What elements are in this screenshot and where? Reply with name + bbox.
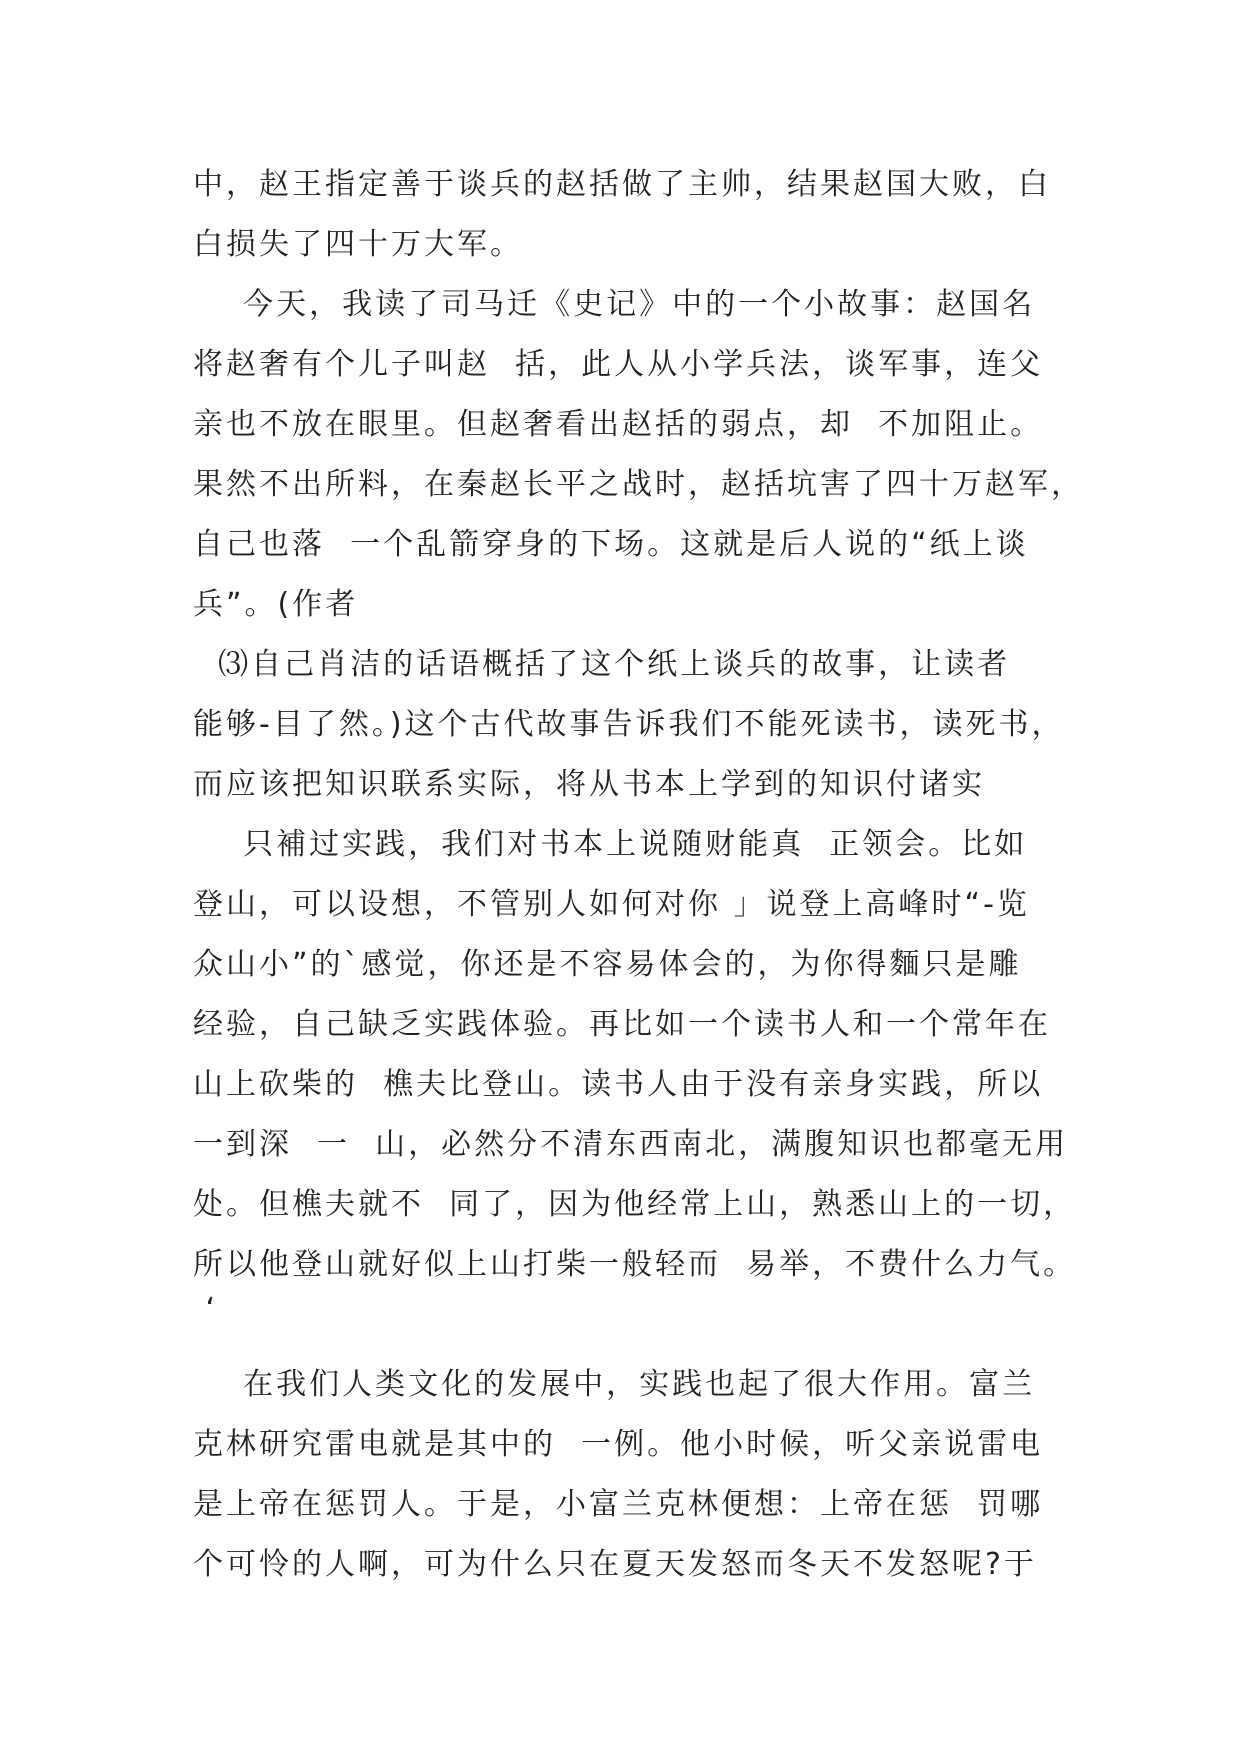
text-line: 在我们人类文化的发展中，实践也起了很大作用。富兰 <box>193 1367 1036 1402</box>
text-line: 亲也不放在眼里。但赵奢看出赵括的弱点，却 不加阻止。 <box>193 407 1044 442</box>
text-line: 白损失了四十万大军。 <box>193 227 523 262</box>
text-line: 所以他登山就好似上山打柴一般轻而 易举，不费什么力气。 <box>193 1247 1077 1282</box>
text-line: 是上帝在惩罚人。于是，小富兰克林便想：上帝在惩 罚哪 <box>193 1487 1044 1522</box>
text-line: 一到深 一 山，必然分不清东西南北，满腹知识也都毫无用 <box>193 1127 1069 1162</box>
text-line: 中，赵王指定善于谈兵的赵括做了主帅，结果赵国大败，白 <box>193 167 1051 202</box>
text-line: 今天，我读了司马迁《史记》中的一个小故事：赵国名 <box>193 287 1036 322</box>
text-line: 处。但樵夫就不 同了，因为他经常上山，熟悉山上的一切， <box>193 1187 1077 1222</box>
text-line: 山上砍柴的 樵夫比登山。读书人由于没有亲身实践，所以 <box>193 1067 1044 1102</box>
text-line: 而应该把知识联系实际，将从书本上学到的知识付诸实 <box>193 767 985 802</box>
text-line: 兵”。(作者 <box>193 587 359 622</box>
text-line: 能够-目了然。)这个古代故事告诉我们不能死读书，读死书， <box>193 707 1065 742</box>
text-line: 将赵奢有个儿子叫赵 括，此人从小学兵法，谈军事，连父 <box>193 347 1044 382</box>
text-line: ⑶自己肖洁的话语概括了这个纸上谈兵的故事，让读者 <box>193 647 1011 682</box>
text-line: 克林研究雷电就是其中的 一例。他小时候，听父亲说雷电 <box>193 1427 1044 1462</box>
text-line: 众山小”的`感觉，你还是不容易体会的，为你得麵只是雕 <box>193 947 1022 982</box>
text-line: 经验，自己缺乏实践体验。再比如一个读书人和一个常年在 <box>193 1007 1051 1042</box>
text-line: 个可怜的人啊，可为什么只在夏天发怒而冬天不发怒呢?于 <box>193 1547 1037 1582</box>
document-body <box>193 155 1093 1595</box>
stray-mark: ‘ <box>193 1292 219 1327</box>
text-line: 自己也落 一个乱箭穿身的下场。这就是后人说的“纸上谈 <box>193 527 1029 562</box>
text-line: 只補过实践，我们对书本上说随财能真 正领会。比如 <box>193 827 1028 862</box>
text-line: 登山，可以设想，不管别人如何对你 」说登上高峰时“-览 <box>193 887 1030 922</box>
text-line: 果然不出所料，在秦赵长平之战时，赵括坑害了四十万赵军， <box>193 467 1084 502</box>
